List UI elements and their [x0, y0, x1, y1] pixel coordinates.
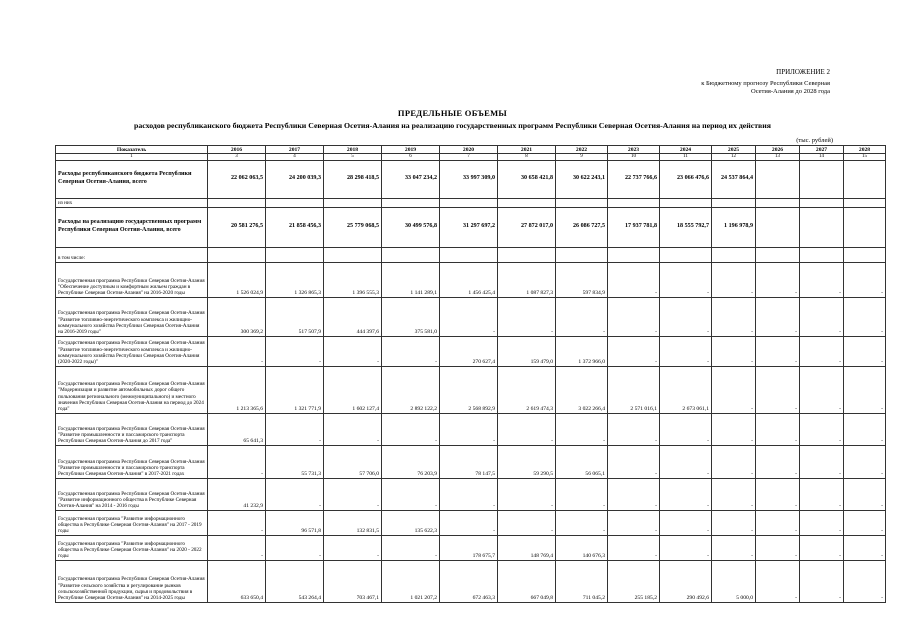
row-value: 2 571 016,1: [608, 366, 660, 413]
row-value: [756, 198, 800, 207]
row-value: 703 467,1: [324, 560, 382, 602]
row-value: [440, 198, 498, 207]
table-row: [56, 445, 886, 478]
row-value: 78 147,5: [440, 445, 498, 478]
row-value: 1 372 966,0: [556, 336, 608, 366]
column-number: 15: [844, 154, 886, 161]
limits-table: [55, 145, 886, 603]
row-value: 1 213 365,6: [208, 366, 266, 413]
header-year: 2025: [712, 146, 756, 154]
row-value: -: [608, 445, 660, 478]
column-number: 12: [712, 154, 756, 161]
row-value: 290 492,6: [660, 560, 712, 602]
row-value: 65 641,3: [208, 413, 266, 445]
row-value: 2 568 892,9: [440, 366, 498, 413]
row-value: [498, 198, 556, 207]
table-row: [56, 297, 886, 336]
row-label: Государственная программа Республики Северная Осетия-Алания "Развитие промышленности и пассажирского транспорта Республики Северная Осетия-Алания до 2017 года": [56, 413, 208, 445]
row-label: Государственная программа Республики Северная Осетия-Алания "Развитие информационного общества в Республике Северная Осетия-Алания" на 2014 - 2016 годы: [56, 478, 208, 510]
row-value: -: [844, 535, 886, 560]
row-value: -: [756, 336, 800, 366]
header-year: 2019: [382, 146, 440, 154]
row-value: -: [800, 478, 844, 510]
row-value: 1 526 024,9: [208, 262, 266, 297]
row-value: [800, 198, 844, 207]
table-row: [56, 336, 886, 366]
row-value: 3 022 266,4: [556, 366, 608, 413]
row-value: 255 185,2: [608, 560, 660, 602]
table-row: [56, 198, 886, 207]
row-value: [800, 247, 844, 262]
header-year: 2026: [756, 146, 800, 154]
table-row: [56, 560, 886, 602]
row-value: [608, 247, 660, 262]
row-value: 2 892 122,2: [382, 366, 440, 413]
row-value: -: [556, 413, 608, 445]
row-value: 300 369,2: [208, 297, 266, 336]
row-value: -: [498, 297, 556, 336]
row-value: [712, 247, 756, 262]
row-value: -: [844, 366, 886, 413]
row-value: -: [556, 478, 608, 510]
row-value: [844, 207, 886, 247]
row-label: Расходы республиканского бюджета Республики Северная Осетия-Алания, всего: [56, 160, 208, 198]
row-value: 41 232,9: [208, 478, 266, 510]
row-value: -: [712, 366, 756, 413]
row-value: [382, 198, 440, 207]
row-value: [660, 198, 712, 207]
row-value: -: [800, 297, 844, 336]
row-value: 57 706,0: [324, 445, 382, 478]
row-value: -: [756, 478, 800, 510]
header-year: 2016: [208, 146, 266, 154]
row-value: [660, 247, 712, 262]
row-value: -: [440, 478, 498, 510]
row-label: Государственная программа Республики Северная Осетия-Алания "Обеспечение доступным и комфортным жильем граждан в Республике Северная Осетия-Алания" на 2016-2020 годы: [56, 262, 208, 297]
row-value: [266, 198, 324, 207]
row-value: -: [800, 510, 844, 535]
row-label: Расходы на реализацию государственных программ Республики Северная Осетия-Алания, всего: [56, 207, 208, 247]
row-value: 55 731,3: [266, 445, 324, 478]
row-value: 132 831,5: [324, 510, 382, 535]
row-value: 22 062 063,5: [208, 160, 266, 198]
row-value: 31 297 697,2: [440, 207, 498, 247]
column-number: 10: [608, 154, 660, 161]
row-value: 59 290,5: [498, 445, 556, 478]
row-value: -: [266, 478, 324, 510]
row-value: -: [660, 297, 712, 336]
table-row: [56, 535, 886, 560]
row-value: [556, 247, 608, 262]
row-value: 1 087 827,3: [498, 262, 556, 297]
row-value: -: [608, 262, 660, 297]
row-value: -: [498, 413, 556, 445]
header-year: 2027: [800, 146, 844, 154]
row-value: [844, 247, 886, 262]
header-year: 2028: [844, 146, 886, 154]
appendix-title: ПРИЛОЖЕНИЕ 2: [776, 68, 830, 76]
row-value: -: [712, 510, 756, 535]
row-value: [608, 198, 660, 207]
row-value: 517 507,9: [266, 297, 324, 336]
row-value: -: [756, 560, 800, 602]
row-value: 24 537 864,4: [712, 160, 756, 198]
row-value: 2 673 061,1: [660, 366, 712, 413]
row-value: 1 321 771,9: [266, 366, 324, 413]
document-subtitle: расходов республиканского бюджета Республики Северная Осетия-Алания на реализацию государственных программ Республики Северная Осетия-Алания на период их действия: [134, 121, 771, 130]
row-value: [800, 160, 844, 198]
row-value: -: [712, 535, 756, 560]
row-value: 2 619 474,3: [498, 366, 556, 413]
row-value: 20 581 276,5: [208, 207, 266, 247]
row-value: -: [712, 297, 756, 336]
column-number: 8: [498, 154, 556, 161]
row-value: 178 675,7: [440, 535, 498, 560]
header-row: [56, 146, 886, 154]
row-value: 30 622 243,1: [556, 160, 608, 198]
row-value: 17 937 781,8: [608, 207, 660, 247]
row-label: Государственная программа Республики Северная Осетия-Алания "Модернизация и развитие автомобильных дорог общего пользования регионального (межмуниципального) и местного значения Республики Северная Осетия-Алания на период до 2024 года": [56, 366, 208, 413]
row-value: -: [266, 336, 324, 366]
row-value: -: [660, 445, 712, 478]
unit-label: (тыс. рублей): [796, 137, 833, 144]
row-value: -: [800, 535, 844, 560]
row-value: 22 737 766,6: [608, 160, 660, 198]
row-value: -: [608, 535, 660, 560]
row-value: -: [208, 510, 266, 535]
row-value: 24 200 039,3: [266, 160, 324, 198]
row-value: -: [660, 478, 712, 510]
row-value: 667 049,8: [498, 560, 556, 602]
row-value: 28 298 418,5: [324, 160, 382, 198]
column-number: 9: [556, 154, 608, 161]
row-label: в том числе:: [56, 247, 208, 262]
column-number: 6: [382, 154, 440, 161]
row-value: 633 650,4: [208, 560, 266, 602]
row-value: 1 141 289,1: [382, 262, 440, 297]
row-value: 96 571,8: [266, 510, 324, 535]
row-value: -: [844, 560, 886, 602]
document-title: ПРЕДЕЛЬНЫЕ ОБЪЕМЫ: [397, 108, 508, 118]
row-value: 597 834,9: [556, 262, 608, 297]
column-number: 7: [440, 154, 498, 161]
table-row: [56, 160, 886, 198]
row-value: 56 065,1: [556, 445, 608, 478]
row-value: -: [800, 560, 844, 602]
row-label: Государственная программа Республики Северная Осетия-Алания "Развитие сельского хозяйства и регулирование рынков сельскохозяйственной продукции, сырья и продовольствия в Республике Северная Осетия-Алания" на 2014-2025 годы: [56, 560, 208, 602]
row-value: [208, 247, 266, 262]
row-value: -: [608, 297, 660, 336]
row-value: [208, 198, 266, 207]
row-value: -: [324, 336, 382, 366]
row-value: -: [266, 535, 324, 560]
row-value: -: [608, 510, 660, 535]
row-value: 23 066 476,6: [660, 160, 712, 198]
row-value: -: [556, 510, 608, 535]
row-value: 135 622,3: [382, 510, 440, 535]
row-value: 30 658 421,8: [498, 160, 556, 198]
row-value: -: [382, 535, 440, 560]
row-label: Государственная программа Республики Северная Осетия-Алания "Развитие промышленности и пассажирского транспорта Республики Северная Осетия-Алания" в 2017-2021 годах: [56, 445, 208, 478]
row-value: -: [266, 413, 324, 445]
row-value: 711 045,2: [556, 560, 608, 602]
row-value: -: [324, 478, 382, 510]
row-value: [266, 247, 324, 262]
row-value: 148 769,4: [498, 535, 556, 560]
row-value: -: [844, 336, 886, 366]
row-value: [556, 198, 608, 207]
row-value: 159 479,0: [498, 336, 556, 366]
row-value: -: [556, 297, 608, 336]
row-value: 5 000,0: [712, 560, 756, 602]
row-value: [382, 247, 440, 262]
row-value: -: [382, 478, 440, 510]
row-value: -: [498, 510, 556, 535]
column-number: 1: [56, 154, 208, 161]
table-row: [56, 366, 886, 413]
column-number: 5: [324, 154, 382, 161]
row-value: [712, 198, 756, 207]
row-value: [844, 198, 886, 207]
header-year: 2021: [498, 146, 556, 154]
row-label: Государственная программа "Развитие информационного общества в Республике Северная Осетия-Алания" на 2017 - 2019 годы: [56, 510, 208, 535]
row-value: -: [844, 413, 886, 445]
row-value: [324, 198, 382, 207]
table-row: [56, 262, 886, 297]
row-value: 1 021 207,2: [382, 560, 440, 602]
row-value: -: [712, 413, 756, 445]
row-value: 76 203,9: [382, 445, 440, 478]
row-value: -: [440, 510, 498, 535]
table-row: [56, 478, 886, 510]
row-value: -: [660, 336, 712, 366]
row-value: -: [660, 262, 712, 297]
header-year: 2020: [440, 146, 498, 154]
row-value: 1 326 865,3: [266, 262, 324, 297]
column-number: 11: [660, 154, 712, 161]
row-value: [498, 247, 556, 262]
row-value: -: [712, 336, 756, 366]
row-value: -: [382, 413, 440, 445]
row-value: -: [800, 413, 844, 445]
row-value: -: [756, 262, 800, 297]
row-value: -: [756, 297, 800, 336]
row-value: -: [756, 535, 800, 560]
row-value: 26 086 727,5: [556, 207, 608, 247]
row-value: -: [440, 413, 498, 445]
row-label: из них: [56, 198, 208, 207]
row-value: -: [324, 413, 382, 445]
row-value: [324, 247, 382, 262]
row-value: 18 555 792,7: [660, 207, 712, 247]
row-value: -: [498, 478, 556, 510]
header-indicator: Показатель: [56, 146, 208, 154]
header-year: 2024: [660, 146, 712, 154]
row-value: 444 397,6: [324, 297, 382, 336]
row-value: -: [844, 510, 886, 535]
row-value: -: [756, 510, 800, 535]
row-value: -: [756, 366, 800, 413]
row-value: [756, 160, 800, 198]
table-row: [56, 207, 886, 247]
row-value: -: [660, 510, 712, 535]
row-value: -: [712, 478, 756, 510]
row-value: -: [800, 336, 844, 366]
row-value: -: [712, 262, 756, 297]
row-value: 21 858 456,3: [266, 207, 324, 247]
row-value: -: [800, 445, 844, 478]
column-number: 14: [800, 154, 844, 161]
row-value: -: [800, 262, 844, 297]
column-number: 3: [208, 154, 266, 161]
row-label: Государственная программа "Развитие информационного общества в Республике Северная Осетия-Алания" на 2020 - 2022 годы: [56, 535, 208, 560]
row-value: -: [608, 413, 660, 445]
row-value: [756, 207, 800, 247]
row-value: 375 581,0: [382, 297, 440, 336]
row-value: -: [756, 445, 800, 478]
table-row: [56, 413, 886, 445]
row-value: -: [440, 297, 498, 336]
row-value: -: [382, 336, 440, 366]
appendix-line-1: к Бюджетному прогнозу Республики Северная: [701, 80, 830, 87]
header-year: 2018: [324, 146, 382, 154]
row-value: -: [608, 336, 660, 366]
header-year: 2022: [556, 146, 608, 154]
row-value: -: [208, 336, 266, 366]
row-value: -: [324, 535, 382, 560]
row-value: 30 499 576,8: [382, 207, 440, 247]
row-value: [800, 207, 844, 247]
row-value: 33 997 309,0: [440, 160, 498, 198]
column-number: 4: [266, 154, 324, 161]
row-value: [844, 160, 886, 198]
row-value: -: [844, 478, 886, 510]
row-value: -: [844, 445, 886, 478]
row-value: 140 676,3: [556, 535, 608, 560]
row-label: Государственная программа Республики Северная Осетия-Алания "Развитие топливно-энергетического комплекса и жилищно-коммунального хозяйства Республики Северная Осетия-Алания на 2016-2019 годы": [56, 297, 208, 336]
header-year: 2023: [608, 146, 660, 154]
document-heading: [0, 108, 905, 130]
table-row: [56, 510, 886, 535]
row-value: 1 456 425,4: [440, 262, 498, 297]
header-year: 2017: [266, 146, 324, 154]
row-value: -: [608, 478, 660, 510]
column-number: 13: [756, 154, 800, 161]
row-value: 1 196 978,9: [712, 207, 756, 247]
row-value: -: [844, 262, 886, 297]
row-value: 672 463,3: [440, 560, 498, 602]
row-value: 25 779 068,5: [324, 207, 382, 247]
table-row: [56, 247, 886, 262]
row-value: -: [660, 413, 712, 445]
row-label: Государственная программа Республики Северная Осетия-Алания "Развитие топливно-энергетического комплекса и жилищно-коммунального хозяйства Республики Северная Осетия-Алания (2020-2022 годы)": [56, 336, 208, 366]
row-value: 543 264,4: [266, 560, 324, 602]
row-value: 27 872 017,0: [498, 207, 556, 247]
row-value: 270 627,4: [440, 336, 498, 366]
appendix-line-2: Осетия-Алания до 2028 года: [751, 88, 830, 95]
row-value: -: [756, 413, 800, 445]
row-value: -: [800, 366, 844, 413]
row-value: 33 047 234,2: [382, 160, 440, 198]
row-value: -: [208, 535, 266, 560]
row-value: -: [844, 297, 886, 336]
row-value: -: [208, 445, 266, 478]
row-value: [440, 247, 498, 262]
row-value: 1 396 555,3: [324, 262, 382, 297]
row-value: -: [712, 445, 756, 478]
row-value: -: [660, 535, 712, 560]
row-value: 1 602 127,4: [324, 366, 382, 413]
appendix-block: [701, 68, 830, 96]
row-value: [756, 247, 800, 262]
